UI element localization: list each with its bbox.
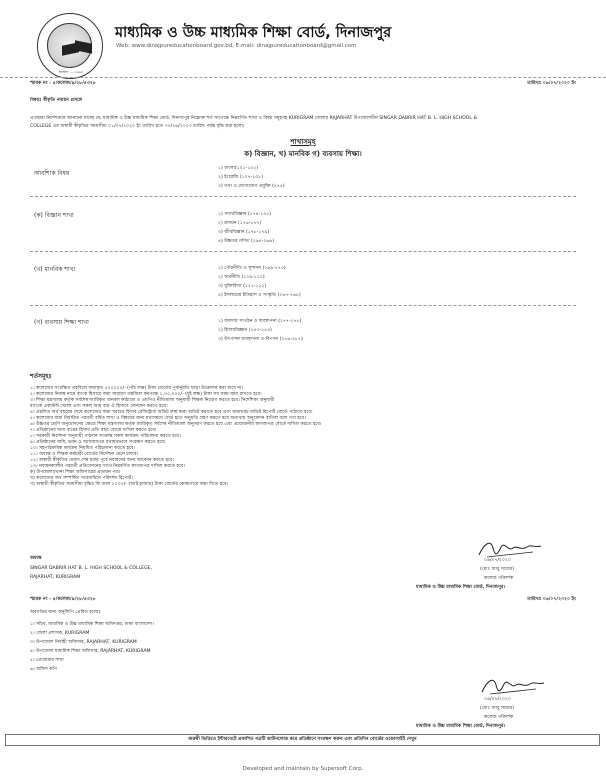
subject-item: ১) পদার্থবিজ্ঞান (১৭৪-১৭৫) [218,212,272,217]
subject-item: ২) ইংরেজি (১০৭-১০৮) [218,175,264,180]
addressee-line: SINGAR DABRIR HAT B. L. HIGH SCHOOL & COLLEGE, [30,566,152,571]
signature-date: ০৬/০৭/২০২০ [484,697,511,702]
memo-number: স্মারক নং - ৫/কলেজ/৯/২৮/৫৩২৮ [30,81,96,86]
condition-item: ২। কলেজের নিজস্ব নামে ব্যাংক হিসাবে জমা সাধারণ তহবিলে কমপক্ষে ২,০০,০০০/- (দুই লক্ষ) টাকা সব সময় জমা রাখতে হবে। [30,392,262,397]
subject-item: ১) পৌরনীতি ও সুশাসন (২৬৯-২৭০) [218,266,286,271]
condition-item: ১১। অধ্যক্ষ ও শিক্ষক কর্মচারী বোর্ডের নির্দেশনা মেনে চলবে। [30,452,139,457]
copy-to-item: ৪। উপজেলা মাধ্যমিক শিক্ষা অফিসার, RAJARHAT, KURIGRAM [30,649,151,654]
section-divider [30,305,576,306]
signatory-org: মাধ্যমিক ও উচ্চ মাধ্যমিক শিক্ষা বোর্ড, দিনাজপুর। [416,585,506,590]
signatory-name: (মোঃ আবু সায়েম) [480,567,515,572]
subject-item: ৩) উৎপাদন ব্যবস্থাপনা ও বিপণন (২৮৬-২৮৭) [218,337,303,342]
subject-item: ২) হিসাববিজ্ঞান (২৫৩-২৫৪) [218,328,272,333]
branches-heading: শাখাসমূহ [290,138,316,146]
memo-date: তারিখঃ ০৬/০৭/২০২০ ইং [527,81,576,86]
copy-to-item: ৬। অফিস কপি [30,667,57,672]
condition-item: ৫। কলেজের জমা নির্ধারিত পরবর্তী বর্ধিত শাখা ও বিষয়ের জন্য যথাসময়ে বোর্ড হতে অনুমতি গ্রহণ করতে হবে অন্যথায় অনুমোদন বাতিল বলে গণ্য হবে। [30,416,306,421]
subject-item: ২) অর্থনীতি (১০৯-১১০) [218,275,265,280]
signature-image [475,538,545,560]
subject-item: ৩) যুক্তিবিদ্যা (১২১-১২২) [218,284,267,289]
condition-item: খ) কলেজের অর্থ সম্পর্কিত সরেজমিনে পরিদর্শন রিপোর্ট। [30,476,133,481]
condition-item: ৭। প্রতিষ্ঠানের আয় ব্যয়ের হিসাব প্রতি বছর বোর্ডে দাখিল করতে হবে। [30,428,157,433]
subject-item: ২) রসায়ন (১৭৬-১৭৭) [218,221,262,226]
board-logo [37,13,103,79]
branches-list: ক) বিজ্ঞান, খ) মানবিক গ) ব্যবসায় শিক্ষা। [244,150,362,158]
condition-item: ৮। সরকারী নির্দেশনা অনুযায়ী পাঠদান সংক্রান্ত সকল কার্যক্রম পরিচালনা করতে হবে। [30,434,181,439]
board-title: মাধ্যমিক ও উচ্চ মাধ্যমিক শিক্ষা বোর্ড, দিনাজপুর [115,25,392,41]
condition-item: ১। কলেজের সংরক্ষিত তহবিলে জমাকৃত ৫০০০০০/- (পাঁচ লক্ষ) টাকা বোর্ডের পূর্বানুমতি ছাড়া উত্তোলন করা যাবে না। [30,386,243,391]
addressee-label: অধ্যক্ষ [30,556,42,561]
copy-to-item: ২। জেলা প্রশাসক, KURIGRAM [30,631,90,636]
memo-date-2: তারিখঃ ০৬/০৭/২০২০ ইং [527,597,576,602]
condition-item: ১৩। নবায়নকালীন পরবর্তী প্রতিবেদনের সাথে নিম্নবর্ণিত কাগজপত্র দাখিল করতে হবে। [30,464,185,469]
section-label-compulsory: আবশ্যিক বিষয় [34,170,70,177]
subject-item: ৩) জীববিজ্ঞান (১৭৮-১৭৯) [218,230,270,235]
subject-item: ১) বাংলা(১০১-১০২) [218,166,258,171]
condition-item: ৯। প্রতিষ্ঠানের জমি, ভবন ও আসবাবপত্র যথাযথভাবে সংরক্ষণ করতে হবে। [30,440,166,445]
board-contact: Web: www.dinajpureducationboard.gov.bd, E-mail: dinajpureducationboard@gmail.com [116,43,357,49]
condition-item: ১২। অস্থায়ী স্বীকৃতির মেয়াদ শেষ হবার পূর্বে নবায়নের জন্য আবেদন করতে হবে। [30,458,175,463]
section-divider [30,196,576,197]
copy-to-item: ১। সচিব, মাধ্যমিক ও উচ্চ মাধ্যমিক শিক্ষা অধিদপ্তর, ঢাকা বাংলাদেশ। [30,622,154,627]
signatory-name: (মোঃ আবু সায়েম) [480,706,515,711]
logo-ring-text: ইনসাফ ... ১৯৯৮ [58,70,84,74]
addressee-line: RAJARHAT, KURIGRAM [30,575,81,580]
copy-to-list [30,620,154,674]
signatory-title: কলেজ পরিদর্শক [484,576,514,581]
condition-item: গ) অস্থায়ী স্বীকৃতির সময়সীমা বৃদ্ধির ফি বাবদ ৮০০০/- (আট হাজার) টাকা বোর্ডের কোষাগারে জমা দিতে হবে। [30,482,229,487]
subject-item: ৪) ইসলামের ইতিহাস ও সংস্কৃতি (২৬৭-২৬৮) [218,293,301,298]
condition-item: ক) উপজেলা/থানা শিক্ষা অফিসারের প্রত্যয়ন পত্র। [30,470,121,475]
condition-item: ৩। শিক্ষা মন্ত্রণালয় কর্তৃক সর্বশেষ জারিকৃত জনবল কাঠামো ও এমপিও নীতিমালা অনুযায়ী শিক্ষক নিয়োগ করতে হবে। নির্দেশিকা অনুযায়ী [30,398,275,403]
condition-item: ব্যাংকে একাউন্ট খোলা এবং সকল আয় ব্যয় ঐ হিসাবে লেনদেন করতে হবে। [30,404,168,409]
conditions-list [30,386,590,488]
condition-item: ১০। সহপাঠক্রমিক কার্যক্রম নিয়মিত পরিচালনা করতে হবে। [30,446,136,451]
signature-date: ০৬/০৭/২০২০ [484,558,511,563]
subject-item: ১) ব্যবসায় সংগঠন ও ব্যবস্থাপনা (২৭৭-২৭৮) [218,319,302,324]
intro-line-1: এতদ্বারা নির্দেশক্রমে জানানো যাচ্ছে যে, মাধ্যমিক ও উচ্চ মাধ্যমিক শিক্ষা বোর্ড, দিনাজপুর নিম্নোক্ত শর্ত সাপেক্ষে নিম্নবর্ণিত শাখা ও বিষয় সমূহসহ KURIGRAM জেলার RAJARHAT উপজেলাধীন SINGAR DABRIR HAT B. L. HIGH SCHOOL & [30,116,478,121]
footer-credit: Developed and maintain by Supersoft Corp. [242,766,364,772]
section-label-business: (গ) ব্যবসায় শিক্ষা শাখা [34,319,89,326]
subject-item: ৪) উচ্চতর গণিত (২৬৫-২৬৬) [218,239,275,244]
subject-line: বিষয়ঃ স্বীকৃতি নবায়ন প্রসঙ্গে [30,98,82,103]
header-divider [0,77,606,78]
notice-text: জরুরী ভিত্তিতে ইন্টারনেটে প্রকাশিত পত্রটি ডাউনলোড করে প্রতিষ্ঠানে সংরক্ষণ করুন এবং প্রতিদিন বোর্ডের ওয়েবসাইট দেখুন [188,737,417,742]
conditions-heading: শর্তসমূহঃ [30,373,52,380]
intro-line-2: COLLEGE এর অস্থায়ী স্বীকৃতির সময়সীমা ০১/০৭/২০২০ ইং তারিখ হতে ৩০/০৬/২০২৩ তারিখ পর্যন্ত বৃদ্ধি করা হলো। [30,124,245,129]
signature-image [478,675,548,697]
copy-to-item: ৩। উপজেলা নির্বাহী অফিসার, RAJARHAT, KURIGRAM [30,640,137,645]
section-label-humanities: (খ) মানবিক শাখা [34,266,76,273]
subject-item: ৩) তথ্য ও যোগাযোগ প্রযুক্তি (২৭৫) [218,184,285,189]
section-label-science: (ক) বিজ্ঞান শাখা [34,212,74,219]
condition-item: ৬। উচ্চতর শ্রেণি অনুমোদনের ক্ষেত্রে শিক্ষা মন্ত্রণালয় কর্তৃক জারিকৃত সর্বশেষ নীতিমালা অনুসরণ করতে হবে এবং প্রয়োজনীয় কাগজপত্র বোর্ডে দাখিল করতে হবে। [30,422,322,427]
signatory-org: মাধ্যমিক ও উচ্চ মাধ্যমিক শিক্ষা বোর্ড, দিনাজপুর। [416,724,506,729]
copy-to-heading: অবগতির জন্য অনুলিপি প্রেরিত হলোঃ [30,610,101,615]
condition-item: ৪। প্রচলিত অর্থ বছরের শেষে কলেজের জমা খরচের হিসাব রেজিস্ট্রার্ড অডিট ফার্ম দ্বারা অডিট করাতে হবে এবং জমাখরচ অডিট রিপোর্ট বোর্ডে পাঠাতে হবে। [30,410,313,415]
copy-to-item: ৫। প্রোগ্রামার শাখা [30,658,64,663]
signatory-title: কলেজ পরিদর্শক [484,715,514,720]
section-divider [30,251,576,252]
notice-box [5,734,600,746]
memo-number-2: স্মারক নং - ৫/কলেজ/৯/২৮/৫৩২৮ [30,597,96,602]
